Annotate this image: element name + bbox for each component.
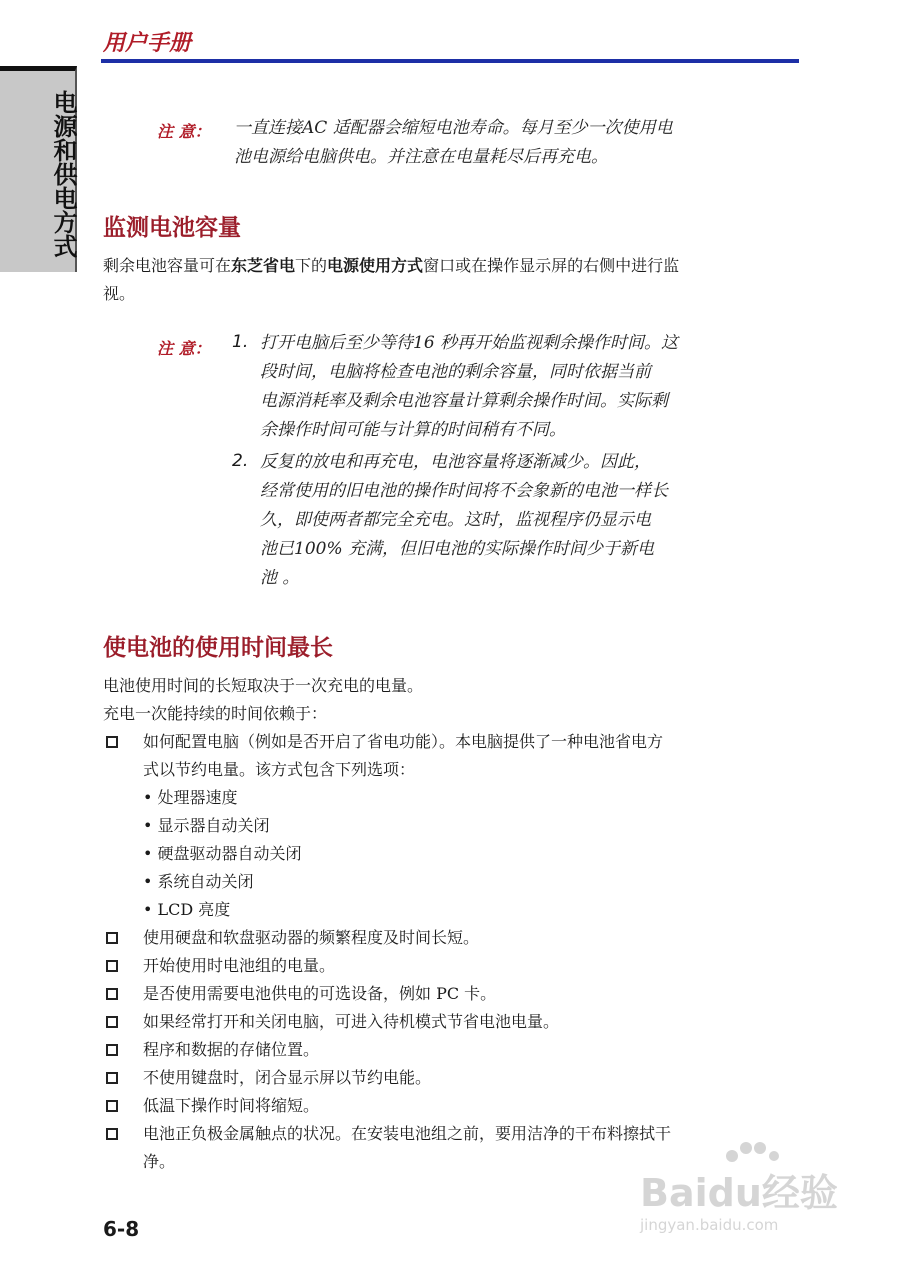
note-text-line: 池电源给电脑供电。并注意在电量耗尽后再充电。	[234, 147, 608, 167]
bold-term: 电源使用方式	[327, 256, 424, 275]
watermark-url: jingyan.baidu.com	[640, 1216, 779, 1234]
list-item: 如何配置电脑（例如是否开启了省电功能）。本电脑提供了一种电池省电方	[143, 732, 664, 751]
sub-list-item: • 硬盘驱动器自动关闭	[143, 844, 302, 863]
checkbox-bullet-icon	[106, 960, 118, 972]
section-paragraph	[103, 252, 803, 280]
list-item: 使用硬盘和软盘驱动器的频繁程度及时间长短。	[143, 928, 480, 947]
chapter-side-tab	[0, 66, 77, 272]
header-title: 用户手册	[103, 31, 192, 56]
text-span: 剩余电池容量可在	[103, 256, 232, 275]
checkbox-bullet-icon	[106, 988, 118, 1000]
sub-list-item: • LCD 亮度	[143, 900, 231, 919]
list-item: 不使用键盘时，闭合显示屏以节约电能。	[143, 1068, 432, 1087]
list-item: 低温下操作时间将缩短。	[143, 1096, 320, 1115]
checkbox-bullet-icon	[106, 1128, 118, 1140]
list-item: 是否使用需要电池供电的可选设备，例如 PC 卡。	[143, 984, 497, 1003]
sub-list-item: • 系统自动关闭	[143, 872, 254, 891]
text-span: 下的	[295, 256, 328, 275]
list-item: 如果经常打开和关闭电脑，可进入待机模式节省电池电量。	[143, 1012, 560, 1031]
list-item: 程序和数据的存储位置。	[143, 1040, 320, 1059]
checkbox-bullet-icon	[106, 1100, 118, 1112]
section-heading-maximize-battery-life: 使电池的使用时间最长	[103, 635, 333, 661]
header-rule	[101, 59, 799, 63]
note-text-line: 余操作时间可能与计算的时间稍有不同。	[260, 420, 566, 440]
page-number: 6-8	[103, 1217, 140, 1241]
checkbox-bullet-icon	[106, 1016, 118, 1028]
note-label: 注 意：	[157, 122, 211, 141]
note-text-line: 久，即使两者都完全充电。这时，监视程序仍显示电	[260, 510, 651, 530]
note-text-line: 打开电脑后至少等待16 秒再开始监视剩余操作时间。这	[260, 333, 679, 353]
note-text-line: 池已100% 充满，但旧电池的实际操作时间少于新电	[260, 539, 655, 559]
list-item: 净。	[143, 1152, 176, 1171]
list-item: 式以节约电量。该方式包含下列选项：	[143, 760, 416, 779]
note-item-number: 2.	[232, 451, 249, 471]
note-text-line: 段时间，电脑将检查电池的剩余容量，同时依据当前	[260, 362, 651, 382]
bold-term: 东芝省电	[231, 256, 296, 275]
note-text-line: 电源消耗率及剩余电池容量计算剩余操作时间。实际剩	[260, 391, 668, 411]
checkbox-bullet-icon	[106, 1044, 118, 1056]
note-item-number: 1.	[232, 332, 249, 352]
checkbox-bullet-icon	[106, 932, 118, 944]
baidu-watermark	[640, 1150, 860, 1250]
checkbox-bullet-icon	[106, 736, 118, 748]
note-label: 注 意：	[157, 339, 211, 358]
chapter-side-tab-label: 电源和供电方式	[49, 90, 77, 258]
note-text-line: 一直连接AC 适配器会缩短电池寿命。每月至少一次使用电	[234, 118, 673, 138]
list-item: 开始使用时电池组的电量。	[143, 956, 336, 975]
text-span: 窗口或在操作显示屏的右侧中进行监	[423, 256, 680, 275]
section-heading-battery-capacity: 监测电池容量	[103, 215, 241, 241]
section-paragraph: 电池使用时间的长短取决于一次充电的电量。	[103, 676, 424, 695]
note-text-line: 反复的放电和再充电，电池容量将逐渐减少。因此，	[260, 452, 651, 472]
section-paragraph: 视。	[103, 284, 136, 303]
note-text-line: 经常使用的旧电池的操作时间将不会象新的电池一样长	[260, 481, 668, 501]
sub-list-item: • 处理器速度	[143, 788, 238, 807]
list-item: 电池正负极金属触点的状况。在安装电池组之前，要用洁净的干布料擦拭干	[143, 1124, 672, 1143]
watermark-brand: Baidu经验	[640, 1171, 838, 1215]
section-paragraph: 充电一次能持续的时间依赖于：	[103, 704, 328, 723]
sub-list-item: • 显示器自动关闭	[143, 816, 270, 835]
note-text-line: 池 。	[260, 568, 300, 588]
checkbox-bullet-icon	[106, 1072, 118, 1084]
